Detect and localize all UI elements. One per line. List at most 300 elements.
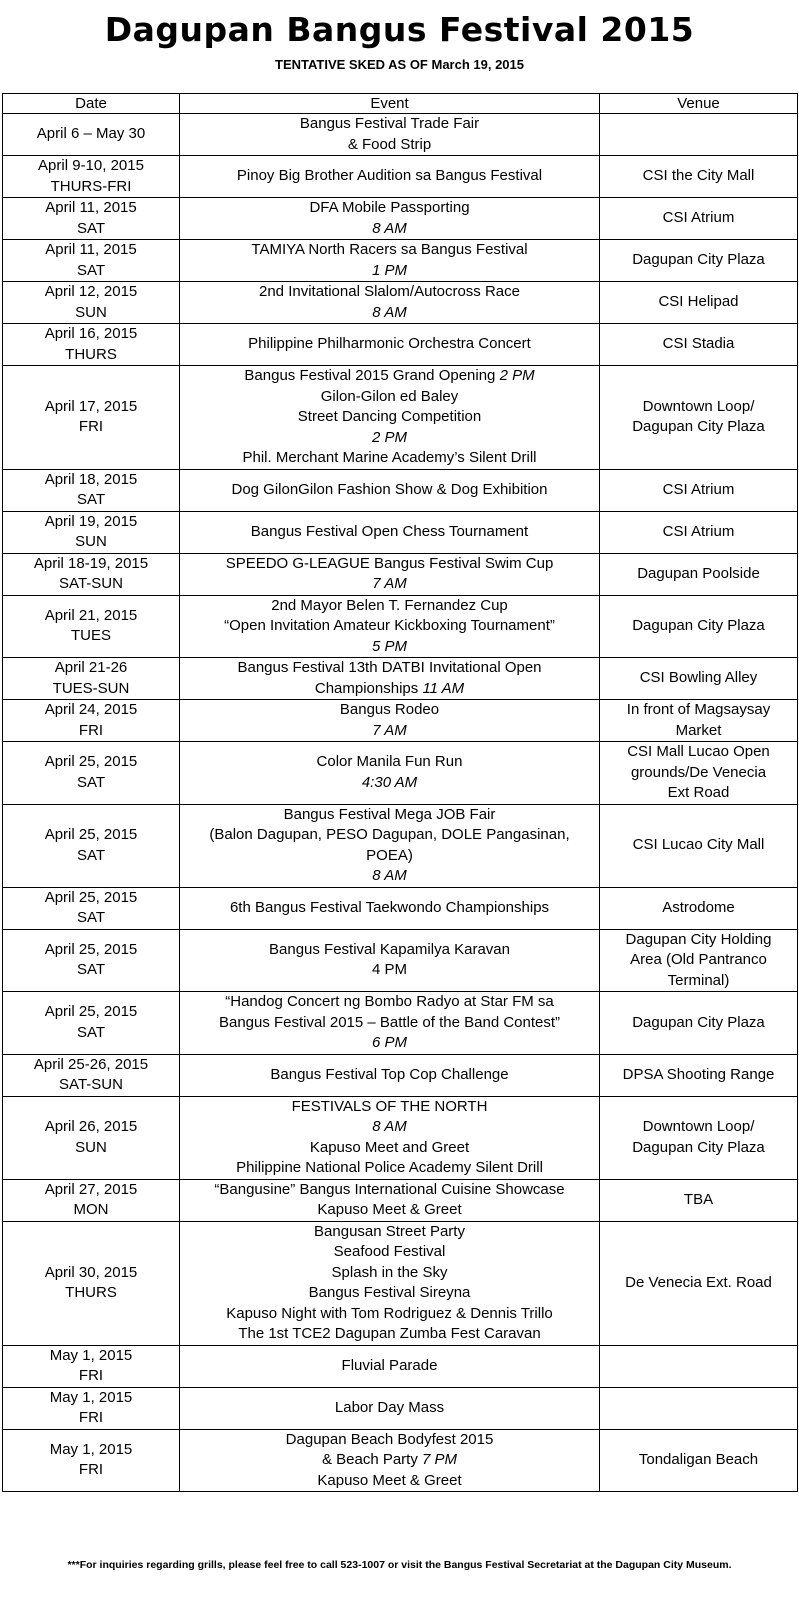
venue-line: Dagupan City Plaza [632, 251, 765, 269]
date-cell [3, 1096, 180, 1179]
venue-line: Market [675, 721, 722, 739]
event-line [183, 1180, 596, 1201]
event-cell [180, 1387, 600, 1429]
event-text: TAMIYA North Racers sa Bangus Festival [251, 241, 528, 258]
event-line [183, 805, 596, 826]
date-line: April 25, 2015 [44, 888, 138, 906]
event-cell [180, 1179, 600, 1221]
event-line [183, 1263, 596, 1284]
venue-cell [600, 1054, 798, 1096]
event-line [183, 866, 596, 887]
date-line: MON [73, 1201, 109, 1218]
venue-cell [600, 929, 798, 992]
date-cell [3, 595, 180, 658]
venue-line: Ext Road [667, 784, 730, 801]
event-line [183, 1065, 596, 1086]
event-text: Bangusan Street Party [314, 1222, 465, 1240]
venue-line: Area (Old Pantranco [630, 951, 767, 968]
date-cell [3, 156, 180, 198]
date-line: May 1, 2015 [49, 1388, 133, 1406]
event-text: POEA) [366, 846, 413, 864]
table-row [3, 282, 798, 324]
date-line: SUN [75, 303, 107, 321]
table-row [3, 887, 798, 929]
event-cell [180, 1429, 600, 1492]
table-row [3, 1387, 798, 1429]
date-cell [3, 929, 180, 992]
venue-line: Terminal) [667, 971, 730, 989]
event-text: Bangus Festival 2015 – Battle of the Band Contest” [218, 1013, 561, 1031]
event-line [183, 334, 596, 355]
event-text: Kapuso Meet & Greet [317, 1471, 462, 1489]
event-text: 6th Bangus Festival Taekwondo Championships [229, 898, 550, 916]
event-line [183, 898, 596, 919]
event-text: Fluvial Parade [341, 1356, 438, 1374]
event-text: Gilon-Gilon ed Baley [320, 387, 459, 405]
date-line: THURS-FRI [50, 177, 132, 195]
venue-cell [600, 469, 798, 511]
date-cell [3, 992, 180, 1055]
date-line: FRI [78, 1461, 104, 1479]
schedule-table [2, 93, 798, 1492]
event-text: 2nd Mayor Belen T. Fernandez Cup [271, 596, 508, 614]
venue-line: Tondaligan Beach [638, 1451, 759, 1468]
event-text: (Balon Dagupan, PESO Dagupan, DOLE Pangasinan, [209, 826, 570, 843]
event-line [183, 596, 596, 617]
event-text: & Beach Party [321, 1451, 423, 1468]
event-time: 4:30 AM [361, 773, 418, 791]
table-row [3, 1096, 798, 1179]
event-text: Pinoy Big Brother Audition sa Bangus Festival [236, 167, 543, 185]
event-line [183, 1033, 596, 1054]
event-text: SPEEDO G-LEAGUE Bangus Festival Swim Cup [225, 554, 554, 572]
event-text: Bangus Festival Top Cop Challenge [270, 1065, 509, 1083]
table-row [3, 1179, 798, 1221]
event-line [183, 616, 596, 637]
event-time: 2 PM [499, 367, 535, 384]
event-cell [180, 700, 600, 742]
venue-cell [600, 240, 798, 282]
venue-line: DPSA Shooting Range [622, 1065, 775, 1083]
event-text: “Handog Concert ng Bombo Radyo at Star FM sa [225, 993, 554, 1010]
event-line [183, 261, 596, 282]
schedule-body [3, 114, 798, 1492]
date-cell [3, 282, 180, 324]
date-line: April 21, 2015 [44, 606, 138, 624]
event-cell [180, 553, 600, 595]
event-time: 5 PM [371, 637, 407, 655]
event-cell [180, 366, 600, 470]
table-row [3, 595, 798, 658]
venue-line: CSI Atrium [662, 480, 735, 498]
event-line [183, 198, 596, 219]
event-cell [180, 804, 600, 887]
venue-cell [600, 324, 798, 366]
table-row [3, 929, 798, 992]
date-cell [3, 887, 180, 929]
event-text: Bangus Festival 13th DATBI Invitational Open [237, 659, 542, 676]
venue-line: Dagupan City Plaza [632, 418, 765, 436]
date-line: April 17, 2015 [44, 397, 138, 415]
date-line: April 6 – May 30 [36, 125, 146, 143]
date-cell [3, 742, 180, 805]
event-line [183, 1117, 596, 1138]
event-text: Philippine National Police Academy Silent Drill [236, 1159, 543, 1176]
venue-line: TBA [683, 1190, 714, 1208]
table-row [3, 511, 798, 553]
event-time: 8 AM [372, 303, 407, 321]
event-line [183, 480, 596, 501]
venue-line: Downtown Loop/ [642, 1118, 755, 1135]
venue-cell [600, 366, 798, 470]
venue-line: grounds/De Venecia [630, 763, 767, 781]
event-time: 6 PM [371, 1034, 407, 1051]
date-line: April 24, 2015 [44, 701, 138, 718]
event-line [183, 721, 596, 742]
venue-cell [600, 282, 798, 324]
event-line [183, 522, 596, 543]
event-line [183, 219, 596, 240]
date-cell [3, 366, 180, 470]
event-cell [180, 992, 600, 1055]
table-row [3, 553, 798, 595]
event-text: 2nd Invitational Slalom/Autocross Race [259, 283, 520, 300]
event-line [183, 387, 596, 408]
table-row [3, 742, 798, 805]
event-cell [180, 595, 600, 658]
date-line: SAT [76, 909, 106, 926]
venue-cell [600, 887, 798, 929]
event-cell [180, 1054, 600, 1096]
page-title: Dagupan Bangus Festival 2015 [104, 10, 695, 49]
date-cell [3, 198, 180, 240]
venue-cell [600, 1221, 798, 1345]
event-line [183, 1222, 596, 1243]
date-line: SUN [75, 1138, 107, 1156]
venue-line: CSI Lucao City Mall [632, 836, 765, 854]
table-row [3, 114, 798, 156]
venue-line: CSI Helipad [658, 293, 739, 311]
event-line [183, 658, 596, 679]
venue-line: Astrodome [662, 898, 735, 916]
column-header-venue: Venue [600, 94, 798, 114]
date-line: THURS [65, 345, 117, 363]
event-cell [180, 469, 600, 511]
event-text: & Food Strip [347, 135, 432, 153]
event-time: 11 AM [422, 679, 465, 697]
venue-cell [600, 1345, 798, 1387]
table-row [3, 1221, 798, 1345]
event-line [183, 940, 596, 961]
event-line [183, 554, 596, 575]
event-cell [180, 1221, 600, 1345]
event-text: Philippine Philharmonic Orchestra Concert [248, 335, 531, 353]
date-line: April 16, 2015 [44, 325, 138, 342]
date-cell [3, 1387, 180, 1429]
event-line [183, 992, 596, 1013]
event-text: Kapuso Meet and Greet [309, 1138, 470, 1156]
event-text: Labor Day Mass [334, 1398, 445, 1416]
event-time: 8 AM [372, 867, 407, 884]
event-line [183, 135, 596, 156]
event-line [183, 1398, 596, 1419]
event-line [183, 282, 596, 303]
event-time: 8 AM [372, 219, 407, 237]
date-cell [3, 1345, 180, 1387]
venue-line: Dagupan Poolside [637, 564, 760, 582]
column-header-date: Date [3, 94, 180, 114]
event-line [183, 846, 596, 867]
event-cell [180, 742, 600, 805]
table-row [3, 156, 798, 198]
event-cell [180, 658, 600, 700]
date-line: SAT [76, 961, 106, 979]
date-line: THURS [65, 1284, 117, 1301]
date-line: April 18-19, 2015 [33, 554, 149, 572]
event-line [183, 1324, 596, 1345]
date-cell [3, 1179, 180, 1221]
date-line: April 27, 2015 [44, 1180, 138, 1198]
event-line [183, 1430, 596, 1451]
event-line [183, 700, 596, 721]
table-row [3, 198, 798, 240]
event-text: Bangus Festival Open Chess Tournament [250, 522, 529, 540]
venue-line: In front of Magsaysay [626, 701, 771, 718]
event-line [183, 1200, 596, 1221]
event-line [183, 679, 596, 700]
date-line: April 18, 2015 [44, 470, 138, 488]
event-text: Street Dancing Competition [297, 408, 482, 425]
event-cell [180, 324, 600, 366]
event-text: Bangus Festival Sireyna [308, 1284, 471, 1301]
event-cell [180, 282, 600, 324]
event-text: 4 PM [371, 961, 407, 979]
venue-line: CSI the City Mall [642, 167, 755, 185]
date-cell [3, 240, 180, 282]
date-line: April 11, 2015 [45, 199, 137, 216]
venue-cell [600, 511, 798, 553]
table-header-row [3, 94, 798, 114]
table-row [3, 992, 798, 1055]
date-cell [3, 324, 180, 366]
table-row [3, 1345, 798, 1387]
footer-note: ***For inquiries regarding grills, please feel free to call 523-1007 or visit the Bangus Festival Secretariat at the Dagupan City Museum. [67, 1559, 732, 1571]
event-text: Bangus Festival 2015 Grand Opening [244, 367, 500, 384]
event-line [183, 114, 596, 135]
date-line: SUN [75, 533, 107, 550]
venue-cell [600, 1429, 798, 1492]
event-line [183, 1471, 596, 1492]
event-text: Bangus Festival Mega JOB Fair [283, 805, 496, 823]
date-cell [3, 1429, 180, 1492]
event-line [183, 773, 596, 794]
event-line [183, 448, 596, 469]
table-row [3, 700, 798, 742]
event-line [183, 1138, 596, 1159]
event-cell [180, 887, 600, 929]
event-line [183, 1097, 596, 1118]
event-text: “Bangusine” Bangus International Cuisine Showcase [214, 1180, 565, 1198]
date-line: April 21-26 [54, 659, 128, 676]
event-text: Bangus Festival Kapamilya Karavan [269, 940, 510, 958]
venue-line: CSI Mall Lucao Open [627, 743, 770, 760]
event-text: The 1st TCE2 Dagupan Zumba Fest Caravan [238, 1325, 541, 1342]
event-time: 7 AM [372, 575, 407, 592]
event-time: 7 PM [422, 1451, 458, 1468]
event-line [183, 240, 596, 261]
venue-line: CSI Atrium [662, 522, 735, 540]
date-line: April 25-26, 2015 [33, 1055, 149, 1073]
date-line: FRI [78, 721, 104, 739]
date-line: April 25, 2015 [44, 753, 138, 771]
event-line [183, 1158, 596, 1179]
date-cell [3, 553, 180, 595]
event-line [183, 366, 596, 387]
table-row [3, 324, 798, 366]
page-subtitle: TENTATIVE SKED AS OF March 19, 2015 [275, 57, 524, 72]
event-text: Bangus Rodeo [339, 701, 440, 718]
date-line: TUES [70, 627, 111, 645]
event-text: Kapuso Meet & Greet [317, 1201, 462, 1218]
event-line [183, 428, 596, 449]
date-line: April 25, 2015 [44, 940, 138, 958]
venue-line: CSI Atrium [662, 209, 735, 227]
event-cell [180, 511, 600, 553]
venue-line: De Venecia Ext. Road [625, 1273, 772, 1291]
event-time: 2 PM [371, 428, 407, 446]
column-header-event: Event [180, 94, 600, 114]
event-text: “Open Invitation Amateur Kickboxing Tournament” [224, 617, 555, 634]
date-line: SAT [76, 219, 106, 237]
event-cell [180, 240, 600, 282]
table-row [3, 469, 798, 511]
date-line: April 30, 2015 [44, 1263, 138, 1281]
event-cell [180, 156, 600, 198]
date-line: SAT-SUN [59, 575, 123, 592]
date-line: April 11, 2015 [45, 241, 137, 258]
date-cell [3, 1054, 180, 1096]
table-row [3, 658, 798, 700]
venue-cell [600, 1179, 798, 1221]
event-text: FESTIVALS OF THE NORTH [291, 1097, 488, 1115]
venue-cell [600, 804, 798, 887]
venue-line: Dagupan City Plaza [632, 1013, 765, 1031]
date-line: FRI [78, 1367, 104, 1384]
date-cell [3, 658, 180, 700]
event-line [183, 1450, 596, 1471]
event-text: Color Manila Fun Run [316, 753, 463, 771]
event-line [183, 1304, 596, 1325]
event-line [183, 825, 596, 846]
event-text: Phil. Merchant Marine Academy’s Silent Drill [242, 449, 537, 466]
table-row [3, 240, 798, 282]
event-cell [180, 1345, 600, 1387]
table-row [3, 366, 798, 470]
date-line: SAT [76, 846, 106, 864]
date-line: SAT [76, 491, 106, 508]
venue-line: Dagupan City Plaza [632, 617, 765, 634]
date-cell [3, 700, 180, 742]
date-line: April 19, 2015 [44, 512, 138, 530]
event-line [183, 637, 596, 658]
event-line [183, 1356, 596, 1377]
venue-cell [600, 1096, 798, 1179]
venue-cell [600, 700, 798, 742]
event-cell [180, 1096, 600, 1179]
event-line [183, 1242, 596, 1263]
event-text: Dog GilonGilon Fashion Show & Dog Exhibition [231, 480, 548, 498]
date-line: SAT [76, 261, 106, 279]
venue-line: CSI Bowling Alley [639, 669, 758, 687]
venue-cell [600, 742, 798, 805]
date-line: April 25, 2015 [44, 826, 138, 843]
event-line [183, 574, 596, 595]
date-line: April 26, 2015 [44, 1118, 138, 1135]
event-line [183, 166, 596, 187]
venue-line: Downtown Loop/ [642, 397, 755, 415]
venue-cell [600, 658, 798, 700]
event-time: 1 PM [371, 261, 407, 279]
event-text: Seafood Festival [333, 1243, 446, 1260]
date-line: SAT [76, 1023, 106, 1041]
venue-line: Dagupan City Holding [625, 930, 772, 948]
event-cell [180, 198, 600, 240]
table-row [3, 1429, 798, 1492]
date-line: April 25, 2015 [44, 1003, 138, 1021]
event-text: Championships [314, 679, 423, 697]
date-cell [3, 114, 180, 156]
date-line: TUES-SUN [52, 679, 130, 697]
date-line: FRI [78, 418, 104, 436]
date-cell [3, 469, 180, 511]
event-cell [180, 114, 600, 156]
event-line [183, 1013, 596, 1034]
event-time: 7 AM [372, 721, 407, 739]
date-line: SAT [76, 773, 106, 791]
event-line [183, 752, 596, 773]
event-line [183, 1283, 596, 1304]
date-cell [3, 804, 180, 887]
date-line: FRI [78, 1409, 104, 1426]
venue-cell [600, 553, 798, 595]
event-line [183, 960, 596, 981]
date-cell [3, 511, 180, 553]
date-line: May 1, 2015 [49, 1440, 133, 1458]
date-cell [3, 1221, 180, 1345]
event-time: 8 AM [372, 1118, 407, 1135]
event-text: DFA Mobile Passporting [309, 199, 470, 216]
date-line: May 1, 2015 [49, 1346, 133, 1364]
venue-cell [600, 156, 798, 198]
venue-cell [600, 992, 798, 1055]
venue-line: Dagupan City Plaza [632, 1138, 765, 1156]
table-row [3, 1054, 798, 1096]
event-text: Kapuso Night with Tom Rodriguez & Dennis Trillo [226, 1304, 553, 1322]
date-line: April 12, 2015 [44, 283, 138, 300]
venue-cell [600, 198, 798, 240]
event-text: Dagupan Beach Bodyfest 2015 [285, 1430, 494, 1448]
event-line [183, 407, 596, 428]
date-line: April 9-10, 2015 [38, 157, 144, 174]
date-line: SAT-SUN [59, 1076, 123, 1093]
venue-line: CSI Stadia [662, 335, 735, 353]
event-line [183, 303, 596, 324]
venue-cell [600, 595, 798, 658]
event-cell [180, 929, 600, 992]
event-text: Bangus Festival Trade Fair [299, 115, 480, 132]
event-text: Splash in the Sky [331, 1263, 448, 1281]
venue-cell [600, 114, 798, 156]
